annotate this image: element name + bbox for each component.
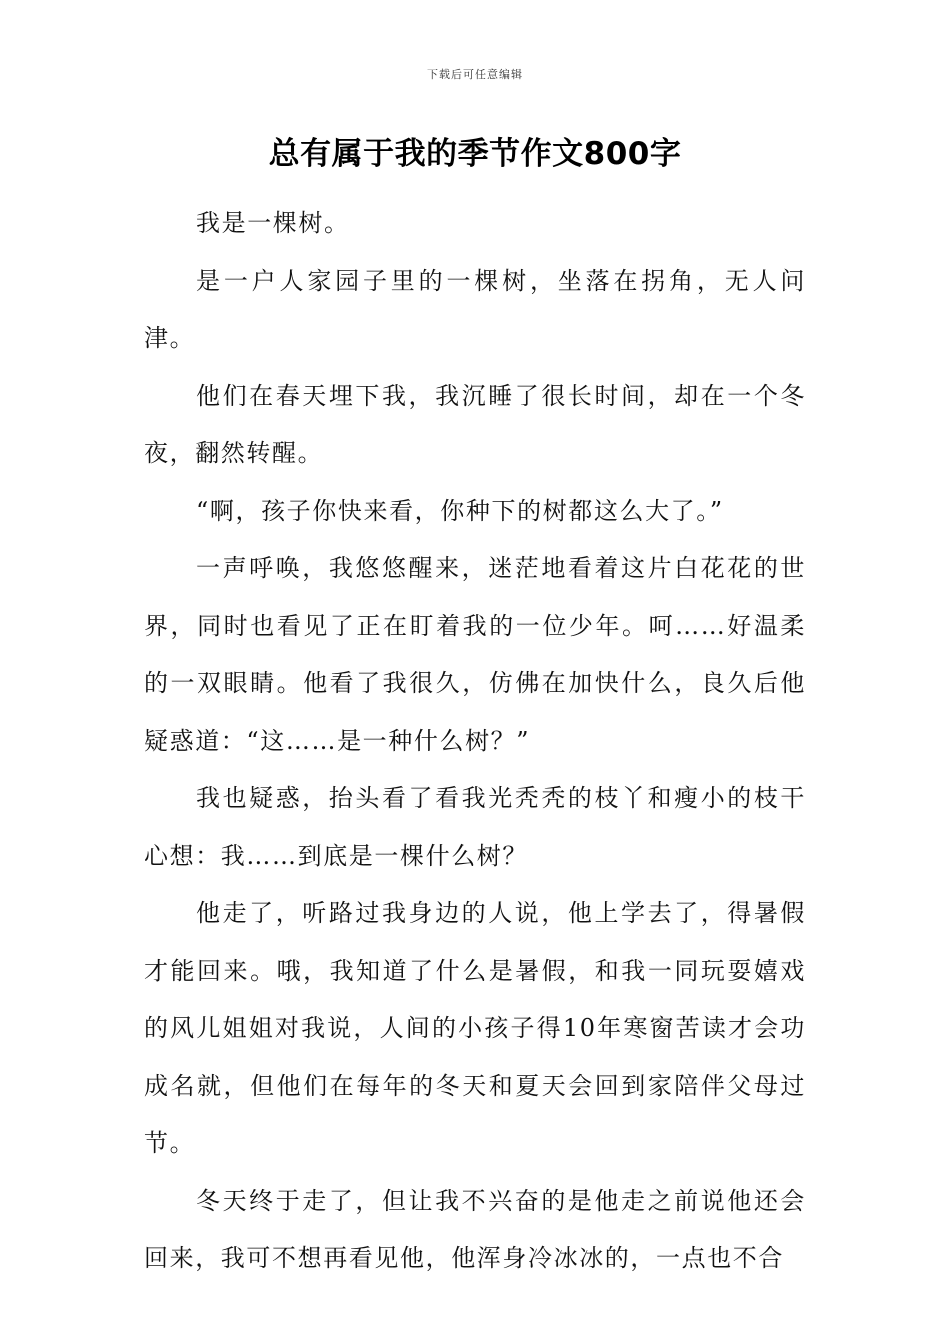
paragraph: “啊，孩子你快来看，你种下的树都这么大了。” bbox=[196, 496, 724, 525]
header-note: 下载后可任意编辑 bbox=[427, 68, 523, 81]
paragraph: 他走了，听路过我身边的人说，他上学去了，得暑假才能回来。哦，我知道了什么是暑假，和我一同玩耍嬉戏的风儿姐姐对我说，人间的小孩子得10年寒窗苦读才会功成名就，但他们在每年的冬天和夏天会回到家陪伴父母过节。 bbox=[144, 899, 806, 1157]
paragraph: 一声呼唤，我悠悠醒来，迷茫地看着这片白花花的世界，同时也看见了正在盯着我的一位少年。呵……好温柔的一双眼睛。他看了我很久，仿佛在加快什么，良久后他疑惑道：“这……是一种什么树？” bbox=[144, 554, 806, 755]
paragraph: 他们在春天埋下我，我沉睡了很长时间，却在一个冬夜，翻然转醒。 bbox=[144, 381, 806, 467]
document-body bbox=[144, 195, 806, 1288]
paragraph: 我是一棵树。 bbox=[196, 209, 350, 237]
paragraph: 是一户人家园子里的一棵树，坐落在拐角，无人问津。 bbox=[144, 266, 806, 352]
paragraph: 冬天终于走了，但让我不兴奋的是他走之前说他还会回来，我可不想再看见他，他浑身冷冰冰的，一点也不合 bbox=[144, 1186, 806, 1272]
document-title: 总有属于我的季节作文800字 bbox=[268, 136, 682, 172]
paragraph: 我也疑惑，抬头看了看我光秃秃的枝丫和瘦小的枝干心想：我……到底是一棵什么树？ bbox=[144, 784, 806, 870]
